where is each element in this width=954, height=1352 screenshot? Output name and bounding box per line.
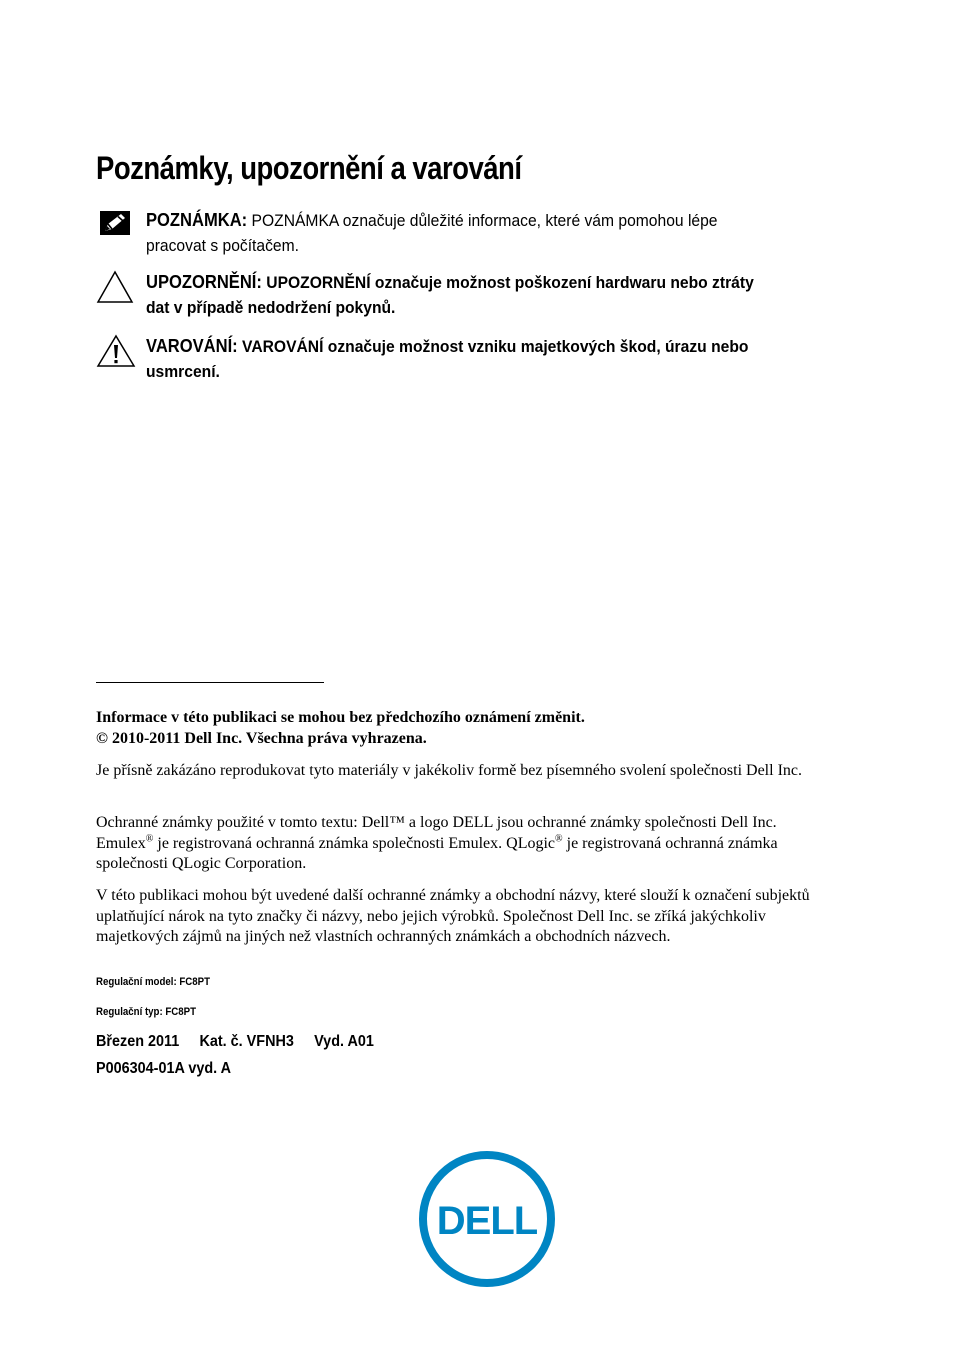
legal-change-notice: Informace v této publikaci se mohou bez předchozího oznámení změnit. [96, 709, 585, 726]
legal-heading [96, 708, 831, 749]
section-divider [96, 682, 324, 683]
note-label: POZNÁMKA: [146, 210, 248, 230]
warning-text: VAROVÁNÍ označuje možnost vzniku majetkových škod, úrazu nebo usmrcení. [146, 337, 749, 381]
dell-logo [416, 1148, 558, 1295]
publication-line [96, 1033, 390, 1051]
regulatory-model: Regulační model: FC8PT [96, 976, 211, 988]
note-text: POZNÁMKA označuje důležité informace, které vám pomohou lépe pracovat s počítačem. [146, 211, 718, 255]
warning-triangle-exclamation-icon [96, 334, 136, 373]
caution-label: UPOZORNĚNÍ: [146, 272, 262, 292]
pencil-note-icon [96, 208, 132, 243]
registered-mark: ® [555, 833, 563, 845]
regulatory-type: Regulační typ: FC8PT [96, 1006, 197, 1018]
dell-logo-text: DELL [436, 1199, 538, 1243]
page-title: Poznámky, upozornění a varování [96, 150, 522, 186]
part-number: P006304-01A vyd. A [96, 1060, 232, 1077]
copyright-line: © 2010-2011 Dell Inc. Všechna práva vyhrazena. [96, 729, 427, 747]
catalog-number: Kat. č. VFNH3 [199, 1033, 294, 1050]
triangle-outline-icon [96, 270, 134, 309]
registered-mark: ® [145, 833, 154, 845]
warning-label: VAROVÁNÍ: [146, 336, 238, 356]
other-trademarks-paragraph: V této publikaci mohou být uvedené další ochranné známky a obchodní názvy, které slouží k označení subjektů uplatňující nárok na tyto značky či názvy, nebo jejich výrobků. Společnost Dell Inc. se zříká jakýchkoliv majetkových zájmů na jiných než vlastních ochranných známkách a obchodních názvech. [96, 887, 810, 945]
trademarks-paragraph: Ochranné známky použité v tomto textu: Dell™ a logo DELL jsou ochranné známky společnosti Dell Inc. Emulex® je registrovaná ochranná známka společnosti Emulex. QLogic® je registrovaná ochranná známka společnosti QLogic Corporation. [96, 814, 778, 872]
revision: Vyd. A01 [314, 1033, 374, 1050]
reproduction-paragraph: Je přísně zakázáno reprodukovat tyto materiály v jakékoliv formě bez písemného svolení společnosti Dell Inc. [96, 762, 802, 779]
caution-text: UPOZORNĚNÍ označuje možnost poškození hardwaru nebo ztráty dat v případě nedodržení pokynů. [146, 273, 754, 317]
publication-date: Březen 2011 [96, 1033, 180, 1050]
